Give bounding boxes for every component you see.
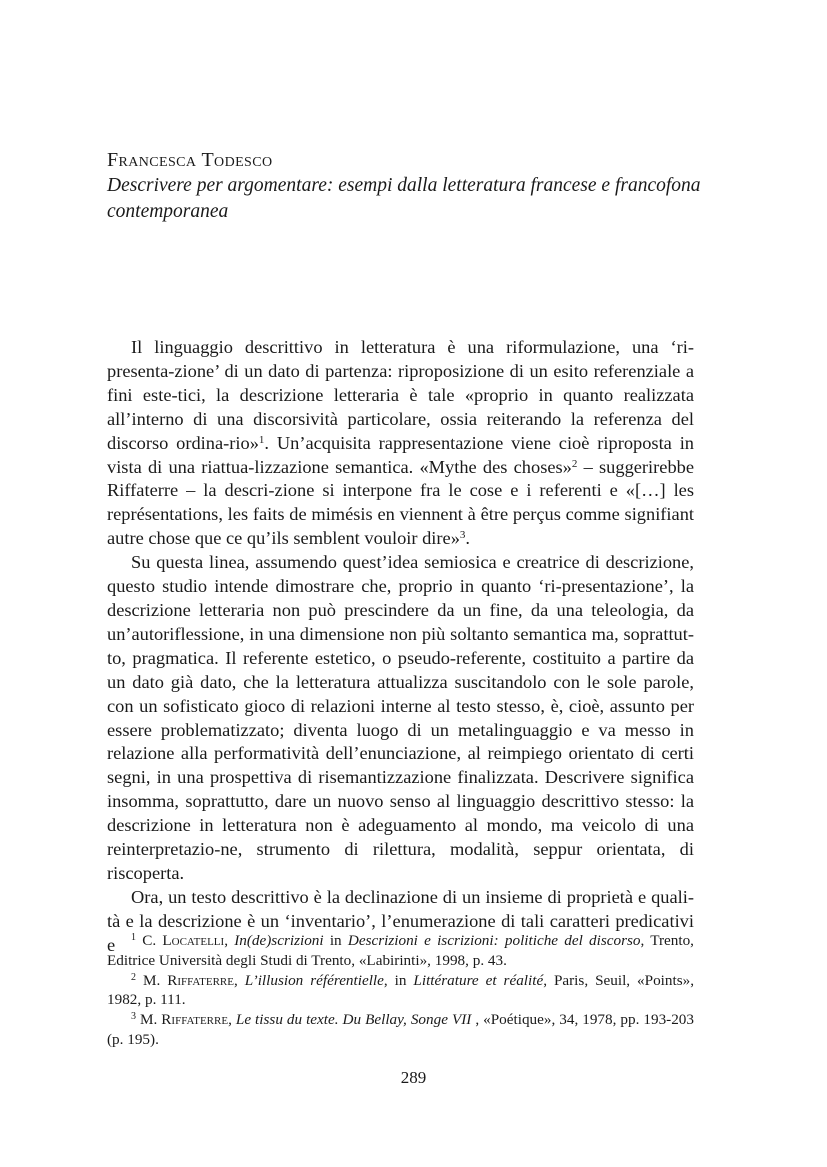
footnote-separator: , bbox=[228, 1011, 236, 1029]
footnote-separator: , bbox=[224, 932, 235, 949]
footnote-connector: in bbox=[323, 932, 348, 949]
body-text bbox=[107, 336, 694, 958]
article-title: Descrivere per argomentare: esempi dalla letteratura francese e francofona contemporanea bbox=[107, 175, 701, 222]
footnote-work-title: L’illusion référentielle bbox=[244, 971, 384, 989]
footnote-number: 3 bbox=[131, 1011, 136, 1023]
footnote-ref-3: 3 bbox=[459, 529, 466, 542]
paragraph-1-text-a: Il linguaggio descrittivo in letteratura è una riformulazione, una ‘ri-presenta-zione’ di un dato di partenza: riproposizione di un esito referenziale a fini este-tici, la descrizione letteraria è tale «proprio in quanto realizzata all’interno di una discorsività particolare, ossia reiterando la referenza del discorso ordina-rio» bbox=[107, 337, 694, 453]
paragraph-3: Ora, un testo descrittivo è la declinazione di un insieme di proprietà e quali-tà e la descrizione è un ‘inventario’, l’enumerazione di tali caratteri predicativi e bbox=[107, 886, 694, 955]
footnote-publication: , Trento, Editrice Università degli Studi di Trento, «Labirinti», 1998, p. 43. bbox=[107, 932, 694, 969]
footnote-work-title: Le tissu du texte. Du Bellay, Songe VII bbox=[235, 1011, 472, 1029]
footnotes bbox=[107, 931, 694, 1050]
footnote-number: 1 bbox=[131, 932, 136, 943]
footnote-ref-1: 1 bbox=[258, 433, 265, 446]
footnote-publication: , Paris, Seuil, «Points», 1982, p. 111. bbox=[107, 971, 695, 1009]
paragraph-1-text-d: . bbox=[465, 528, 470, 549]
footnote-ref-2: 2 bbox=[571, 457, 578, 470]
footnote-author: M. Riffaterre bbox=[140, 1011, 229, 1029]
footnote-work-title: In(de)scrizioni bbox=[234, 932, 324, 949]
footnote-separator: , bbox=[234, 971, 245, 989]
footnote-number: 2 bbox=[131, 971, 136, 983]
footnote bbox=[107, 931, 694, 971]
author-name: Francesca Todesco bbox=[107, 149, 273, 171]
article-header bbox=[107, 147, 727, 225]
paragraph-1-text-b: . Un’acquisita rappresentazione viene cioè riproposta in vista di una riattua-lizzazione semantica. «Mythe des choses» bbox=[107, 432, 694, 477]
footnote bbox=[107, 971, 694, 1011]
footnote-connector: , in bbox=[383, 971, 414, 989]
footnote bbox=[107, 1010, 694, 1050]
footnote-author: M. Riffaterre bbox=[142, 971, 234, 989]
paragraph-2: Su questa linea, assumendo quest’idea semiosica e creatrice di descrizione, questo studio intende dimostrare che, proprio in quanto ‘ri-presentazione’, la descrizione letteraria non può prescindere da un fine, da una teleologia, da un’autoriflessione, in una dimensione non più soltanto semantica ma, soprattut-to, pragmatica. Il referente estetico, o pseudo-referente, costituito a partire da un dato già dato, che la letteratura attualizza suscitandolo con le sole parole, con un sofisticato gioco di relazioni interne al testo stesso, è, cioè, assunto per essere problematizzato; diventa luogo di un metalinguaggio e va messo in relazione alla performatività dell’enunciazione, al reimpiego orientato di certi segni, in una prospettiva di risemantizzazione finalizzata. Descrivere significa insomma, soprattutto, dare un nuovo senso al linguaggio descrittivo stesso: la descrizione in letteratura non è adeguamento al mondo, ma veicolo di una reinterpretazio-ne, strumento di rilettura, modalità, seppur orientata, di riscoperta. bbox=[107, 552, 694, 883]
footnote-publication: , «Poétique», 34, 1978, pp. 193-203 (p. 195). bbox=[107, 1011, 694, 1048]
paragraph-1-text-c: – suggerirebbe Riffaterre – la descri-zione si interpone fra le cose e i referenti e «[…] les représentations, les faits de mimésis en viennent à être perçus comme signifiant autre chose que ce qu’ils semblent vouloir dire» bbox=[107, 456, 694, 549]
footnote-book-title: Descrizioni e iscrizioni: politiche del discorso bbox=[347, 932, 641, 949]
footnote-author: C. Locatelli bbox=[142, 932, 225, 949]
page-number: 289 bbox=[400, 1068, 427, 1087]
paragraph-1 bbox=[107, 336, 694, 551]
footnote-book-title: Littérature et réalité bbox=[413, 971, 544, 989]
